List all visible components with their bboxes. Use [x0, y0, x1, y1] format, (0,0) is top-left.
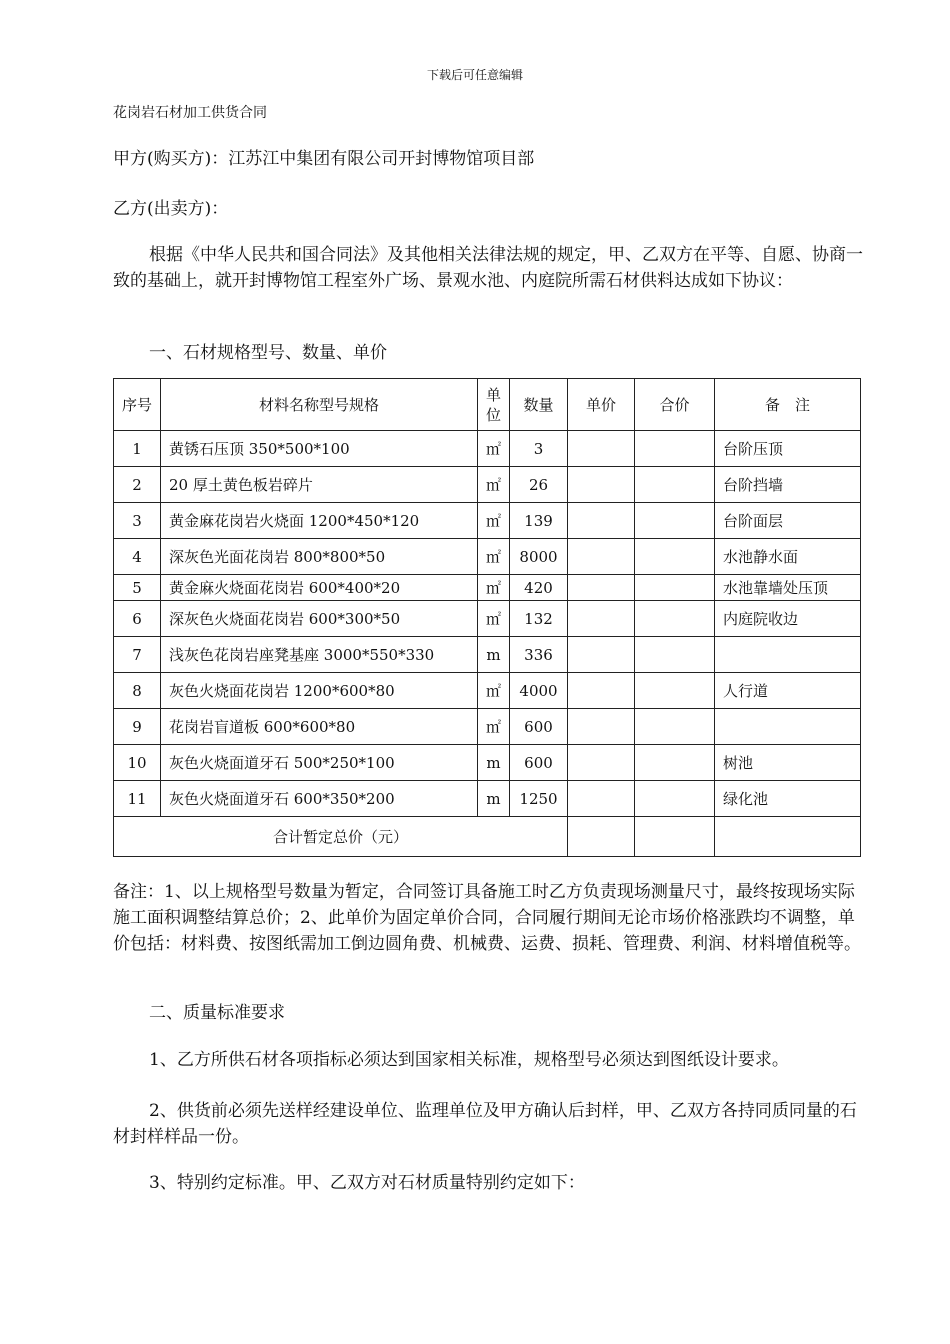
cell-name: 浅灰色花岗岩座凳基座 3000*550*330: [161, 637, 478, 673]
cell-seq: 6: [114, 601, 161, 637]
table-row: [114, 601, 861, 637]
table-row: [114, 637, 861, 673]
cell-name: 深灰色火烧面花岗岩 600*300*50: [161, 601, 478, 637]
cell-seq: 11: [114, 781, 161, 817]
cell-unit: m: [478, 781, 510, 817]
cell-remark: 台阶挡墙: [715, 467, 861, 503]
header-total: 合价: [635, 379, 715, 431]
cell-seq: 5: [114, 575, 161, 601]
note-paragraph: 备注：1、以上规格型号数量为暂定，合同签订具备施工时乙方负责现场测量尺寸，最终按现场实际施工面积调整结算总价；2、此单价为固定单价合同，合同履行期间无论市场价格涨跌均不调整，单价包括：材料费、按图纸需加工倒边圆角费、机械费、运费、损耗、管理费、利润、材料增值税等。: [113, 882, 861, 954]
cell-seq: 8: [114, 673, 161, 709]
cell-name: 黄金麻花岗岩火烧面 1200*450*120: [161, 503, 478, 539]
cell-total: [635, 637, 715, 673]
cell-qty: 600: [510, 709, 568, 745]
cell-price: [568, 503, 635, 539]
cell-total: [635, 539, 715, 575]
cell-name: 灰色火烧面花岗岩 1200*600*80: [161, 673, 478, 709]
section-2-heading: 二、质量标准要求: [149, 1003, 285, 1023]
header-price: 单价: [568, 379, 635, 431]
cell-remark: 水池静水面: [715, 539, 861, 575]
cell-qty: 3: [510, 431, 568, 467]
total-label: 合计暂定总价（元）: [114, 817, 568, 857]
cell-name: 灰色火烧面道牙石 600*350*200: [161, 781, 478, 817]
cell-name: 黄锈石压顶 350*500*100: [161, 431, 478, 467]
table-row: [114, 745, 861, 781]
intro-paragraph: 根据《中华人民共和国合同法》及其他相关法律法规的规定，甲、乙双方在平等、自愿、协商一致的基础上，就开封博物馆工程室外广场、景观水池、内庭院所需石材供料达成如下协议：: [113, 245, 863, 291]
quality-item-2: 2、供货前必须先送样经建设单位、监理单位及甲方确认后封样，甲、乙双方各持同质同量的石材封样样品一份。: [113, 1101, 857, 1147]
cell-price: [568, 709, 635, 745]
cell-total: [635, 467, 715, 503]
cell-price: [568, 781, 635, 817]
total-amount-cell: [635, 817, 715, 857]
cell-remark: 人行道: [715, 673, 861, 709]
cell-total: [635, 709, 715, 745]
cell-name: 深灰色光面花岗岩 800*800*50: [161, 539, 478, 575]
cell-seq: 10: [114, 745, 161, 781]
cell-total: [635, 431, 715, 467]
cell-remark: 绿化池: [715, 781, 861, 817]
cell-remark: 台阶面层: [715, 503, 861, 539]
cell-qty: 139: [510, 503, 568, 539]
party-a: 甲方(购买方)：江苏江中集团有限公司开封博物馆项目部: [113, 149, 535, 169]
cell-seq: 7: [114, 637, 161, 673]
cell-unit: ㎡: [478, 709, 510, 745]
header-qty: 数量: [510, 379, 568, 431]
cell-qty: 26: [510, 467, 568, 503]
cell-remark: 内庭院收边: [715, 601, 861, 637]
total-price-cell: [568, 817, 635, 857]
quality-item-3: 3、特别约定标准。甲、乙双方对石材质量特别约定如下：: [149, 1173, 585, 1193]
cell-remark: 树池: [715, 745, 861, 781]
cell-remark: [715, 637, 861, 673]
cell-price: [568, 637, 635, 673]
cell-qty: 336: [510, 637, 568, 673]
cell-unit: ㎡: [478, 467, 510, 503]
cell-total: [635, 575, 715, 601]
cell-unit: ㎡: [478, 673, 510, 709]
cell-unit: ㎡: [478, 539, 510, 575]
section-1-heading: 一、石材规格型号、数量、单价: [149, 343, 387, 363]
cell-seq: 4: [114, 539, 161, 575]
cell-name: 灰色火烧面道牙石 500*250*100: [161, 745, 478, 781]
table-row: [114, 503, 861, 539]
cell-total: [635, 601, 715, 637]
table-header-row: [114, 379, 861, 431]
cell-name: 20 厚土黄色板岩碎片: [161, 467, 478, 503]
table-row: [114, 539, 861, 575]
party-b: 乙方(出卖方)：: [113, 199, 229, 219]
cell-total: [635, 673, 715, 709]
header-unit: 单位: [478, 379, 510, 431]
cell-qty: 1250: [510, 781, 568, 817]
cell-name: 花岗岩盲道板 600*600*80: [161, 709, 478, 745]
materials-table: [113, 378, 861, 857]
cell-price: [568, 539, 635, 575]
cell-price: [568, 745, 635, 781]
cell-seq: 1: [114, 431, 161, 467]
header-seq: 序号: [114, 379, 161, 431]
table-row: [114, 467, 861, 503]
cell-unit: ㎡: [478, 503, 510, 539]
cell-price: [568, 673, 635, 709]
cell-total: [635, 781, 715, 817]
document-title: 花岗岩石材加工供货合同: [113, 105, 267, 121]
table-row: [114, 431, 861, 467]
table-row: [114, 575, 861, 601]
cell-price: [568, 575, 635, 601]
cell-qty: 132: [510, 601, 568, 637]
total-remark-cell: [715, 817, 861, 857]
header-name: 材料名称型号规格: [161, 379, 478, 431]
cell-unit: m: [478, 637, 510, 673]
header-remark: 备 注: [715, 379, 861, 431]
cell-total: [635, 503, 715, 539]
table-row: [114, 781, 861, 817]
cell-price: [568, 601, 635, 637]
cell-price: [568, 431, 635, 467]
cell-qty: 4000: [510, 673, 568, 709]
cell-seq: 9: [114, 709, 161, 745]
total-row: [114, 817, 861, 857]
cell-remark: 台阶压顶: [715, 431, 861, 467]
cell-qty: 8000: [510, 539, 568, 575]
cell-seq: 3: [114, 503, 161, 539]
cell-unit: m: [478, 745, 510, 781]
cell-remark: [715, 709, 861, 745]
cell-qty: 600: [510, 745, 568, 781]
cell-unit: ㎡: [478, 431, 510, 467]
table-row: [114, 673, 861, 709]
header-note: 下载后可任意编辑: [426, 68, 523, 82]
cell-unit: ㎡: [478, 601, 510, 637]
cell-remark: 水池靠墙处压顶: [715, 575, 861, 601]
cell-seq: 2: [114, 467, 161, 503]
cell-total: [635, 745, 715, 781]
cell-price: [568, 467, 635, 503]
cell-name: 黄金麻火烧面花岗岩 600*400*20: [161, 575, 478, 601]
cell-qty: 420: [510, 575, 568, 601]
cell-unit: ㎡: [478, 575, 510, 601]
quality-item-1: 1、乙方所供石材各项指标必须达到国家相关标准，规格型号必须达到图纸设计要求。: [149, 1050, 789, 1070]
table-row: [114, 709, 861, 745]
